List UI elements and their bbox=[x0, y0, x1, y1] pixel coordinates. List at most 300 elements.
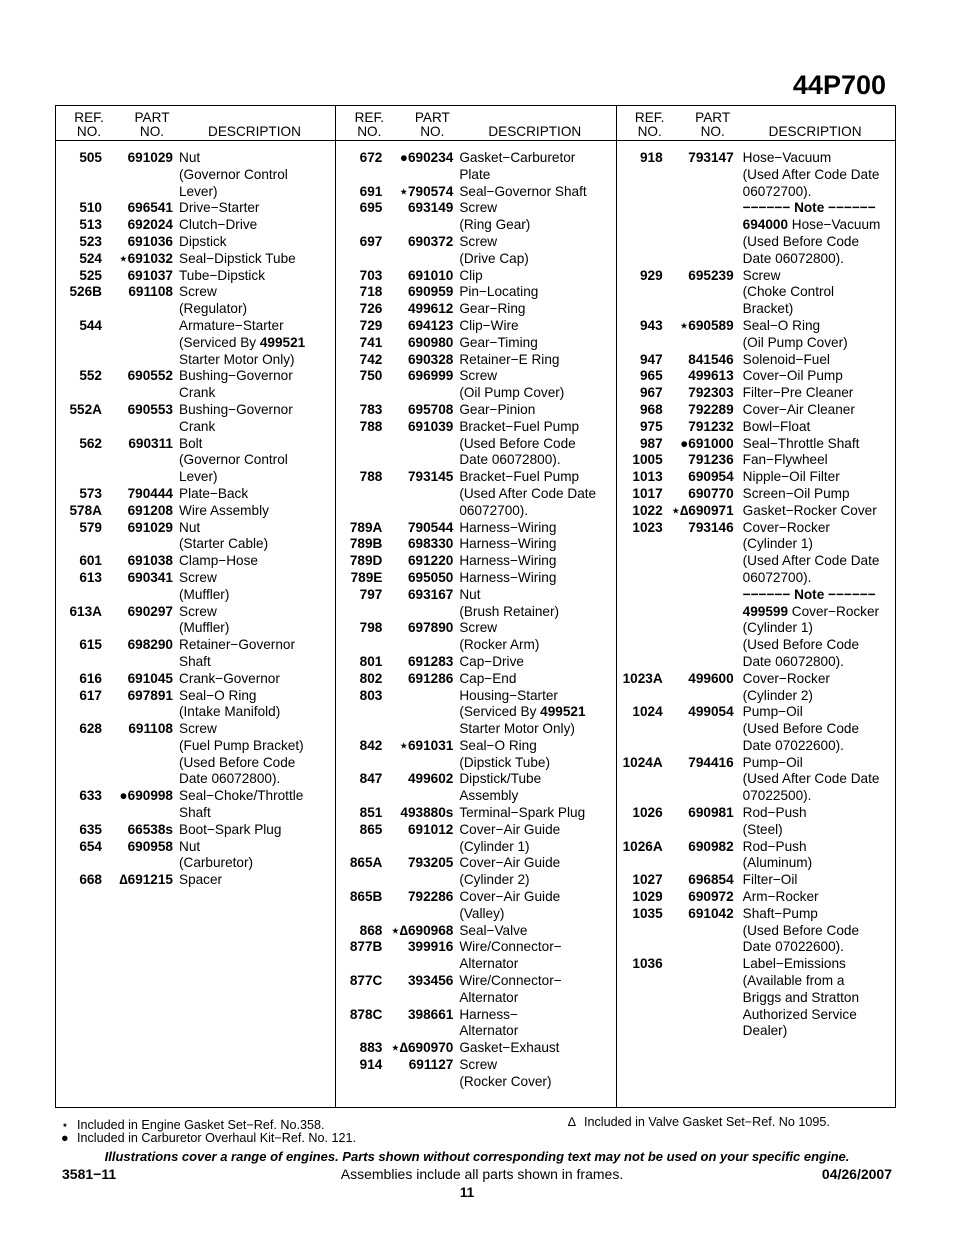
part-row bbox=[617, 150, 895, 268]
part-row bbox=[56, 486, 335, 503]
ref-number: 914 bbox=[359, 1057, 383, 1073]
part-description: Housing−Starter (Serviced By 499521 Starter Motor Only) bbox=[459, 687, 586, 737]
part-description: Bushing−Governor Crank bbox=[179, 401, 293, 434]
part-description: Screw (Muffler) bbox=[179, 603, 230, 636]
ref-number: 1024A bbox=[622, 754, 663, 770]
header-part-no: PART NO. bbox=[134, 110, 170, 139]
part-number: 690958 bbox=[127, 838, 173, 854]
ref-number: 1026 bbox=[632, 805, 663, 821]
part-description: Seal−Throttle Shaft bbox=[742, 435, 860, 451]
part-description: Harness−Wiring bbox=[459, 519, 557, 535]
part-row bbox=[617, 385, 895, 402]
part-row bbox=[336, 1007, 615, 1041]
part-description: Retainer−Governor Shaft bbox=[179, 637, 295, 669]
ref-number: 865 bbox=[359, 821, 383, 837]
part-number: 697890 bbox=[407, 620, 454, 636]
part-number: ●691000 bbox=[680, 435, 734, 451]
ref-number: 788 bbox=[359, 418, 383, 434]
part-description: Retainer−E Ring bbox=[459, 351, 560, 367]
part-description: Cover−Air Guide (Valley) bbox=[459, 889, 561, 921]
part-row bbox=[336, 284, 615, 301]
ref-number: 1035 bbox=[632, 905, 663, 921]
part-row bbox=[56, 150, 335, 200]
part-row bbox=[336, 738, 615, 772]
ref-number: 718 bbox=[359, 284, 383, 300]
part-row bbox=[617, 368, 895, 385]
ref-number: 526B bbox=[69, 284, 102, 300]
ref-number: 1026A bbox=[622, 838, 663, 854]
part-number: ⋆790574 bbox=[399, 183, 454, 199]
part-number: 792303 bbox=[688, 385, 734, 401]
part-description: Pin−Locating bbox=[459, 284, 539, 300]
star-icon: ⋆ bbox=[61, 1118, 69, 1132]
part-row bbox=[617, 402, 895, 419]
part-number: 690954 bbox=[688, 469, 734, 485]
part-number: ●690998 bbox=[119, 788, 173, 804]
ref-number: 968 bbox=[639, 401, 663, 417]
part-row bbox=[336, 688, 615, 738]
part-row bbox=[617, 352, 895, 369]
header-description: DESCRIPTION bbox=[768, 124, 862, 139]
part-description: Spacer bbox=[179, 872, 223, 888]
part-row bbox=[56, 268, 335, 285]
part-description: Wire Assembly bbox=[179, 502, 269, 518]
document-code: 3581−11 bbox=[62, 1166, 117, 1182]
part-number: 698330 bbox=[407, 536, 454, 552]
part-row bbox=[336, 368, 615, 402]
part-number: 793205 bbox=[407, 855, 454, 871]
part-description: Harness−Wiring bbox=[459, 536, 557, 552]
part-row bbox=[336, 318, 615, 335]
ref-number: 729 bbox=[359, 317, 383, 333]
part-description: Rod−Push (Steel) bbox=[742, 805, 807, 837]
disclaimer: Illustrations cover a range of engines. Parts shown without corresponding text may not be used on your specific engine. bbox=[104, 1149, 850, 1164]
footnote-gasket-set bbox=[61, 1117, 325, 1132]
ref-number: 801 bbox=[359, 653, 383, 669]
part-number: 499613 bbox=[688, 368, 734, 384]
part-description: Screen−Oil Pump bbox=[742, 485, 850, 501]
column-header bbox=[56, 106, 335, 141]
ref-number: 691 bbox=[359, 183, 383, 199]
part-number: 691045 bbox=[127, 670, 173, 686]
ref-number: 797 bbox=[359, 586, 383, 602]
parts-rows bbox=[56, 141, 335, 889]
part-row bbox=[617, 520, 895, 671]
ref-number: 617 bbox=[79, 687, 102, 703]
part-description: Nut (Governor Control Lever) bbox=[179, 150, 288, 199]
part-row bbox=[617, 503, 895, 520]
part-row bbox=[336, 855, 615, 889]
part-description: Gasket−Rocker Cover bbox=[742, 502, 877, 518]
ref-number: 877B bbox=[349, 939, 383, 955]
part-description: Gasket−Exhaust bbox=[459, 1040, 560, 1056]
part-row bbox=[56, 520, 335, 554]
part-row bbox=[336, 923, 615, 940]
ref-number: 524 bbox=[79, 250, 102, 266]
part-description: Screw (Choke Control Bracket) bbox=[742, 267, 835, 317]
part-row bbox=[617, 469, 895, 486]
part-description: Screw (Ring Gear) bbox=[459, 200, 531, 233]
ref-number: 1013 bbox=[632, 469, 663, 485]
footnote-valve-gasket-set bbox=[568, 1115, 830, 1129]
part-number: 690341 bbox=[127, 569, 173, 585]
part-number: 493880s bbox=[400, 805, 454, 821]
part-description: Rod−Push (Aluminum) bbox=[742, 838, 813, 871]
part-row bbox=[56, 436, 335, 486]
ref-number: 1023A bbox=[622, 670, 663, 686]
part-number: 692024 bbox=[127, 217, 173, 233]
part-row bbox=[56, 318, 335, 368]
part-number: 691127 bbox=[408, 1057, 454, 1073]
part-row bbox=[56, 234, 335, 251]
ref-number: 789A bbox=[349, 519, 383, 535]
part-description: Fan−Flywheel bbox=[742, 452, 828, 468]
part-number: 696854 bbox=[688, 872, 734, 888]
ref-number: 865A bbox=[349, 855, 383, 871]
part-description: Gear−Ring bbox=[459, 301, 526, 317]
part-row bbox=[336, 301, 615, 318]
part-row bbox=[617, 436, 895, 453]
part-row bbox=[56, 872, 335, 889]
part-number: 690981 bbox=[688, 805, 734, 821]
part-description: Seal−O Ring (Dipstick Tube) bbox=[459, 737, 550, 770]
part-row bbox=[617, 318, 895, 352]
ref-number: 789E bbox=[350, 569, 383, 585]
part-row bbox=[336, 1057, 615, 1091]
part-description: Screw (Rocker Cover) bbox=[459, 1057, 552, 1089]
part-number: 696999 bbox=[407, 368, 454, 384]
part-description: Nut (Carburetor) bbox=[179, 838, 254, 871]
part-row bbox=[56, 788, 335, 822]
part-number: ⋆∆690970 bbox=[391, 1040, 454, 1056]
part-number: 690959 bbox=[407, 284, 454, 300]
part-description: Solenoid−Fuel bbox=[742, 351, 830, 367]
part-row bbox=[336, 520, 615, 537]
parts-table bbox=[55, 105, 896, 1108]
part-number: 694123 bbox=[407, 317, 454, 333]
ref-number: 918 bbox=[639, 150, 663, 165]
part-description: Nipple−Oil Filter bbox=[742, 469, 840, 485]
ref-number: 788 bbox=[359, 469, 383, 485]
part-number: 66538s bbox=[127, 821, 173, 837]
ref-number: 552A bbox=[69, 401, 102, 417]
ref-number: 868 bbox=[359, 922, 383, 938]
part-number: 794416 bbox=[688, 754, 734, 770]
part-number: ⋆690589 bbox=[679, 317, 734, 333]
part-number: 696541 bbox=[127, 200, 173, 216]
part-description: Wire/Connector− Alternator bbox=[459, 973, 562, 1005]
ref-number: 783 bbox=[359, 401, 383, 417]
part-row bbox=[56, 553, 335, 570]
ref-number: 579 bbox=[79, 519, 102, 535]
part-row bbox=[617, 671, 895, 705]
ref-number: 847 bbox=[359, 771, 383, 787]
ref-number: 987 bbox=[639, 435, 663, 451]
part-description: Bracket−Fuel Pump (Used Before Code Date 06072800). bbox=[459, 418, 580, 468]
part-number: 393456 bbox=[407, 973, 454, 989]
part-row bbox=[56, 637, 335, 671]
part-description: Boot−Spark Plug bbox=[179, 821, 282, 837]
part-description: Nut (Brush Retainer) bbox=[459, 586, 560, 619]
part-number: 693167 bbox=[407, 586, 454, 602]
part-number: ⋆691032 bbox=[119, 250, 173, 266]
ref-number: 562 bbox=[79, 435, 102, 451]
part-number: 690328 bbox=[407, 351, 454, 367]
part-number: 693149 bbox=[407, 200, 454, 216]
ref-number: 613A bbox=[69, 603, 102, 619]
ref-number: 668 bbox=[79, 872, 102, 888]
part-number: 792286 bbox=[407, 889, 454, 905]
part-description: Dipstick/Tube Assembly bbox=[459, 771, 542, 804]
part-number: 691037 bbox=[127, 267, 173, 283]
part-number: 690372 bbox=[407, 233, 454, 249]
footnote-text: Included in Engine Gasket Set−Ref. No.358. bbox=[77, 1118, 325, 1132]
part-row bbox=[336, 469, 615, 519]
ref-number: 613 bbox=[79, 569, 102, 585]
ref-number: 726 bbox=[359, 301, 383, 317]
part-row bbox=[336, 200, 615, 234]
ref-number: 633 bbox=[79, 788, 102, 804]
page-number: 11 bbox=[459, 1185, 475, 1200]
part-row bbox=[336, 234, 615, 268]
document-date: 04/26/2007 bbox=[821, 1166, 892, 1182]
ref-number: 803 bbox=[359, 687, 383, 703]
part-description: Cover−Air Guide (Cylinder 1) bbox=[459, 821, 561, 854]
part-number: 690553 bbox=[127, 401, 173, 417]
part-description: Seal−Choke/Throttle Shaft bbox=[179, 788, 304, 821]
ref-number: 965 bbox=[639, 368, 663, 384]
ref-number: 750 bbox=[359, 368, 383, 384]
header-part-no: PART NO. bbox=[695, 110, 731, 139]
part-number: 691286 bbox=[407, 670, 454, 686]
part-description: Gear−Timing bbox=[459, 334, 538, 350]
header-part-no: PART NO. bbox=[414, 110, 450, 139]
part-description: Seal−O Ring (Oil Pump Cover) bbox=[742, 317, 848, 350]
ref-number: 789B bbox=[349, 536, 383, 552]
ref-number: 929 bbox=[639, 267, 663, 283]
header-ref-no: REF. NO. bbox=[74, 110, 104, 139]
ref-number: 975 bbox=[639, 418, 663, 434]
part-description: Bushing−Governor Crank bbox=[179, 368, 293, 401]
part-row bbox=[617, 486, 895, 503]
part-row bbox=[336, 268, 615, 285]
part-number: 499600 bbox=[688, 670, 734, 686]
ref-number: 578A bbox=[69, 502, 102, 518]
part-row bbox=[56, 402, 335, 436]
part-number: 690552 bbox=[127, 368, 173, 384]
ref-number: 865B bbox=[349, 889, 383, 905]
part-row bbox=[617, 419, 895, 436]
part-number: 690297 bbox=[127, 603, 173, 619]
ref-number: 1029 bbox=[632, 889, 663, 905]
part-row bbox=[56, 604, 335, 638]
part-description: Clamp−Hose bbox=[179, 553, 258, 569]
ref-number: 1036 bbox=[632, 956, 663, 972]
header-ref-no: REF. NO. bbox=[354, 110, 385, 139]
part-number: 690982 bbox=[688, 838, 734, 854]
part-number: 792289 bbox=[688, 401, 734, 417]
part-number: 695050 bbox=[407, 569, 454, 585]
part-description: Seal−Dipstick Tube bbox=[179, 250, 296, 266]
part-description: Cover−Oil Pump bbox=[742, 368, 843, 384]
part-description: Cover−Rocker (Cylinder 2) bbox=[742, 670, 830, 703]
part-description: Drive−Starter bbox=[179, 200, 260, 216]
part-row bbox=[617, 839, 895, 873]
part-description: Gear−Pinion bbox=[459, 401, 536, 417]
part-description: Nut (Starter Cable) bbox=[179, 519, 269, 552]
part-number: 841546 bbox=[688, 351, 734, 367]
part-description: Clip bbox=[459, 267, 483, 283]
ref-number: 1023 bbox=[632, 519, 663, 535]
part-row bbox=[617, 906, 895, 956]
part-description: Seal−Valve bbox=[459, 922, 528, 938]
ref-number: 1027 bbox=[632, 872, 663, 888]
part-row bbox=[336, 150, 615, 184]
footnote-carburetor-kit bbox=[61, 1131, 356, 1145]
part-description: Tube−Dipstick bbox=[179, 267, 266, 283]
part-row bbox=[336, 587, 615, 621]
part-number: 690311 bbox=[128, 435, 173, 451]
part-number: 499602 bbox=[407, 771, 454, 787]
part-number: ⋆∆690968 bbox=[391, 922, 454, 938]
part-description: Gasket−Carburetor Plate bbox=[459, 150, 576, 182]
dot-icon: ● bbox=[61, 1131, 69, 1145]
part-description: Harness− Alternator bbox=[459, 1006, 519, 1039]
part-description: Cap−Drive bbox=[459, 653, 524, 669]
part-row bbox=[336, 822, 615, 856]
part-description: Label−Emissions (Available from a Briggs and Stratton Authorized Service Dealer) bbox=[742, 956, 860, 1039]
part-description: Screw (Muffler) bbox=[179, 569, 230, 602]
part-number: 697891 bbox=[127, 687, 173, 703]
part-description: Bracket−Fuel Pump (Used After Code Date 06072700). bbox=[459, 469, 597, 518]
part-number: 399916 bbox=[407, 939, 454, 955]
parts-column-1 bbox=[56, 106, 336, 1107]
header-ref-no: REF. NO. bbox=[634, 110, 665, 139]
ref-number: 741 bbox=[359, 334, 383, 350]
part-row bbox=[617, 755, 895, 805]
part-number bbox=[663, 956, 734, 1040]
part-number: 791236 bbox=[688, 452, 734, 468]
part-number: 790544 bbox=[407, 519, 454, 535]
assemblies-note: Assemblies include all parts shown in frames. bbox=[340, 1166, 624, 1182]
ref-number: 695 bbox=[359, 200, 383, 216]
part-number: 695708 bbox=[407, 401, 454, 417]
part-row bbox=[336, 419, 615, 469]
parts-rows bbox=[617, 141, 895, 1040]
part-row bbox=[336, 570, 615, 587]
ref-number: 616 bbox=[79, 670, 102, 686]
part-description: Wire/Connector− Alternator bbox=[459, 939, 562, 972]
part-number: 691208 bbox=[127, 502, 173, 518]
part-number: ∆691215 bbox=[119, 872, 173, 888]
part-number: 690980 bbox=[407, 334, 454, 350]
part-row bbox=[617, 805, 895, 839]
ref-number: 851 bbox=[359, 805, 383, 821]
part-description: Pump−Oil (Used Before Code Date 07022600). bbox=[742, 704, 860, 753]
part-number: 691039 bbox=[407, 418, 454, 434]
part-row bbox=[617, 956, 895, 1040]
ref-number: 878C bbox=[349, 1006, 383, 1022]
ref-number: 654 bbox=[79, 838, 102, 854]
header-description: DESCRIPTION bbox=[208, 124, 301, 139]
part-description: Filter−Oil bbox=[742, 872, 798, 888]
part-number: 790444 bbox=[127, 485, 173, 501]
part-number: 691029 bbox=[127, 150, 173, 165]
ref-number: 877C bbox=[349, 973, 383, 989]
part-description: Armature−Starter (Serviced By 499521 Starter Motor Only) bbox=[179, 317, 306, 367]
part-number: 691042 bbox=[688, 905, 734, 921]
part-description: Bowl−Float bbox=[742, 418, 811, 434]
ref-number: 1017 bbox=[632, 485, 663, 501]
parts-column-3 bbox=[617, 106, 895, 1107]
ref-number: 967 bbox=[639, 385, 663, 401]
part-description: Screw (Oil Pump Cover) bbox=[459, 368, 565, 401]
ref-number: 615 bbox=[79, 637, 102, 653]
ref-number: 505 bbox=[79, 150, 102, 165]
part-number: 691220 bbox=[407, 553, 454, 569]
part-row bbox=[336, 805, 615, 822]
ref-number: 525 bbox=[79, 267, 102, 283]
part-number: 691283 bbox=[407, 653, 454, 669]
header-description: DESCRIPTION bbox=[488, 124, 582, 139]
part-number: 691012 bbox=[407, 821, 454, 837]
part-row bbox=[56, 822, 335, 839]
part-row bbox=[56, 251, 335, 268]
ref-number: 802 bbox=[359, 670, 383, 686]
ref-number: 798 bbox=[359, 620, 383, 636]
part-number: 698290 bbox=[127, 637, 173, 653]
part-number: 691038 bbox=[127, 553, 173, 569]
part-number: ●690234 bbox=[399, 150, 454, 165]
part-row bbox=[617, 872, 895, 889]
part-row bbox=[336, 973, 615, 1007]
part-row bbox=[336, 184, 615, 201]
ref-number: 1024 bbox=[632, 704, 663, 720]
ref-number: 703 bbox=[359, 267, 383, 283]
column-header bbox=[336, 106, 615, 141]
part-row bbox=[617, 704, 895, 754]
part-row bbox=[336, 1040, 615, 1057]
part-row bbox=[56, 839, 335, 873]
part-row bbox=[336, 620, 615, 654]
part-description: Terminal−Spark Plug bbox=[459, 805, 586, 821]
part-row bbox=[336, 939, 615, 973]
part-row bbox=[56, 570, 335, 604]
delta-icon: ∆ bbox=[568, 1115, 576, 1129]
part-description: Hose−Vacuum (Used After Code Date 06072700). −−−−−− Note −−−−−− 694000 Hose−Vacuum (Used Before Code Date 06072800). bbox=[742, 150, 881, 266]
part-row bbox=[617, 889, 895, 906]
part-description: Seal−Governor Shaft bbox=[459, 183, 587, 199]
ref-number: 943 bbox=[639, 317, 663, 333]
part-number: 499612 bbox=[407, 301, 454, 317]
part-description: Cover−Air Guide (Cylinder 2) bbox=[459, 855, 561, 888]
ref-number: 552 bbox=[79, 368, 102, 384]
part-description: Seal−O Ring (Intake Manifold) bbox=[179, 687, 281, 720]
part-number: 791232 bbox=[688, 418, 734, 434]
ref-number: 842 bbox=[359, 737, 383, 753]
part-number: ⋆691031 bbox=[399, 737, 454, 753]
part-number: 691029 bbox=[127, 519, 173, 535]
part-row bbox=[617, 268, 895, 318]
ref-number: 635 bbox=[79, 821, 102, 837]
ref-number: 523 bbox=[79, 233, 102, 249]
part-description: Harness−Wiring bbox=[459, 569, 557, 585]
part-number: 691036 bbox=[127, 233, 173, 249]
ref-number: 742 bbox=[359, 351, 383, 367]
part-description: Screw (Rocker Arm) bbox=[459, 620, 540, 653]
ref-number: 513 bbox=[79, 217, 102, 233]
part-description: Dipstick bbox=[179, 233, 227, 249]
